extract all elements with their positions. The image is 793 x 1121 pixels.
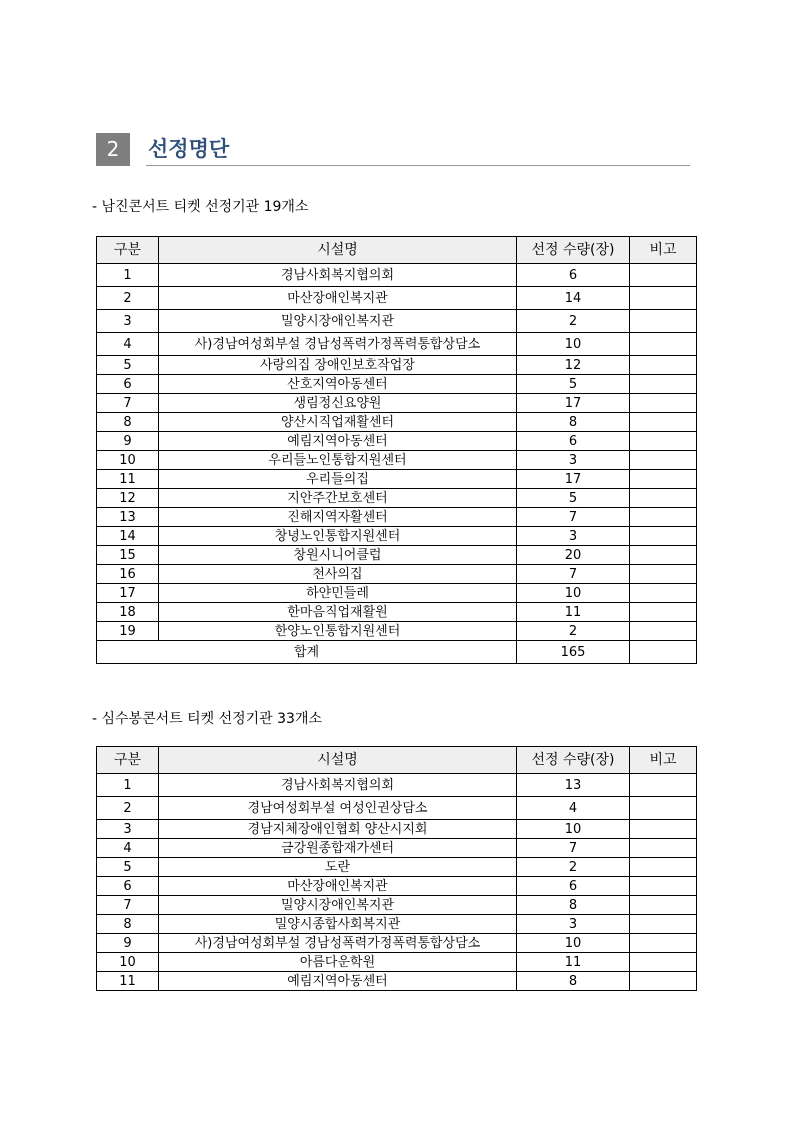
table-row	[97, 774, 697, 797]
cell-name: 사랑의집 장애인보호작업장	[159, 356, 517, 375]
table-row	[97, 508, 697, 527]
table-row	[97, 584, 697, 603]
total-label: 합계	[97, 641, 517, 664]
section-title: 선정명단	[148, 137, 230, 161]
table-row	[97, 527, 697, 546]
table-row	[97, 565, 697, 584]
cell-name: 밀양시장애인복지관	[159, 310, 517, 333]
cell-name: 경남사회복지협의회	[159, 264, 517, 287]
cell-note	[630, 839, 697, 858]
cell-note	[630, 394, 697, 413]
cell-note	[630, 508, 697, 527]
cell-name: 경남여성회부설 여성인권상담소	[159, 797, 517, 820]
cell-note	[630, 584, 697, 603]
cell-note	[630, 489, 697, 508]
cell-qty: 2	[517, 310, 630, 333]
table-row	[97, 432, 697, 451]
cell-name: 산호지역아동센터	[159, 375, 517, 394]
cell-no: 14	[97, 527, 159, 546]
cell-qty: 17	[517, 394, 630, 413]
cell-qty: 17	[517, 470, 630, 489]
table-row	[97, 413, 697, 432]
cell-no: 19	[97, 622, 159, 641]
cell-no: 8	[97, 413, 159, 432]
cell-note	[630, 546, 697, 565]
cell-name: 밀양시종합사회복지관	[159, 915, 517, 934]
cell-no: 7	[97, 896, 159, 915]
cell-no: 8	[97, 915, 159, 934]
cell-qty: 11	[517, 953, 630, 972]
cell-qty: 6	[517, 432, 630, 451]
cell-note	[630, 877, 697, 896]
cell-note	[630, 432, 697, 451]
table-row	[97, 264, 697, 287]
col-header-name: 시설명	[159, 747, 517, 774]
table-row	[97, 287, 697, 310]
cell-name: 아름다운학원	[159, 953, 517, 972]
cell-note	[630, 527, 697, 546]
col-header-name: 시설명	[159, 237, 517, 264]
cell-name: 예림지역아동센터	[159, 972, 517, 991]
table-row	[97, 820, 697, 839]
cell-name: 사)경남여성회부설 경남성폭력가정폭력통합상담소	[159, 333, 517, 356]
cell-no: 4	[97, 333, 159, 356]
cell-name: 밀양시장애인복지관	[159, 896, 517, 915]
cell-qty: 10	[517, 820, 630, 839]
cell-qty: 5	[517, 489, 630, 508]
cell-no: 5	[97, 356, 159, 375]
cell-qty: 10	[517, 934, 630, 953]
cell-no: 9	[97, 432, 159, 451]
section-number: 2	[96, 133, 130, 166]
cell-no: 5	[97, 858, 159, 877]
cell-no: 16	[97, 565, 159, 584]
cell-note	[630, 470, 697, 489]
total-row	[97, 641, 697, 664]
cell-no: 17	[97, 584, 159, 603]
cell-no: 18	[97, 603, 159, 622]
cell-no: 9	[97, 934, 159, 953]
cell-note	[630, 797, 697, 820]
cell-qty: 20	[517, 546, 630, 565]
table-row	[97, 972, 697, 991]
cell-no: 11	[97, 470, 159, 489]
cell-note	[630, 287, 697, 310]
cell-no: 6	[97, 877, 159, 896]
cell-qty: 12	[517, 356, 630, 375]
table-row	[97, 310, 697, 333]
cell-qty: 2	[517, 622, 630, 641]
table2	[96, 746, 697, 991]
cell-note	[630, 333, 697, 356]
cell-name: 생림정신요양원	[159, 394, 517, 413]
cell-no: 4	[97, 839, 159, 858]
cell-name: 양산시직업재활센터	[159, 413, 517, 432]
cell-name: 한양노인통합지원센터	[159, 622, 517, 641]
table-row	[97, 451, 697, 470]
cell-note	[630, 451, 697, 470]
cell-note	[630, 264, 697, 287]
cell-note	[630, 896, 697, 915]
table-row	[97, 489, 697, 508]
cell-note	[630, 622, 697, 641]
cell-qty: 7	[517, 565, 630, 584]
table-row	[97, 896, 697, 915]
table-row	[97, 375, 697, 394]
cell-note	[630, 858, 697, 877]
cell-name: 우리들의집	[159, 470, 517, 489]
cell-note	[630, 953, 697, 972]
cell-no: 3	[97, 820, 159, 839]
cell-name: 도란	[159, 858, 517, 877]
cell-name: 사)경남여성회부설 경남성폭력가정폭력통합상담소	[159, 934, 517, 953]
cell-name: 금강원종합재가센터	[159, 839, 517, 858]
cell-no: 2	[97, 287, 159, 310]
cell-qty: 11	[517, 603, 630, 622]
table2-subtitle: - 심수봉콘서트 티켓 선정기관 33개소	[92, 711, 323, 727]
table-row	[97, 546, 697, 565]
table-row	[97, 356, 697, 375]
cell-no: 10	[97, 451, 159, 470]
col-header-qty: 선정 수량(장)	[517, 747, 630, 774]
table1-subtitle: - 남진콘서트 티켓 선정기관 19개소	[92, 199, 309, 215]
cell-name: 경남사회복지협의회	[159, 774, 517, 797]
cell-no: 10	[97, 953, 159, 972]
cell-name: 창녕노인통합지원센터	[159, 527, 517, 546]
cell-note	[630, 915, 697, 934]
cell-name: 마산장애인복지관	[159, 877, 517, 896]
table-row	[97, 797, 697, 820]
cell-qty: 7	[517, 839, 630, 858]
cell-note	[630, 310, 697, 333]
cell-no: 1	[97, 264, 159, 287]
table1	[96, 236, 697, 664]
col-header-no: 구분	[97, 237, 159, 264]
table-row	[97, 934, 697, 953]
cell-name: 마산장애인복지관	[159, 287, 517, 310]
cell-qty: 4	[517, 797, 630, 820]
cell-note	[630, 641, 697, 664]
cell-note	[630, 356, 697, 375]
cell-no: 1	[97, 774, 159, 797]
col-header-note: 비고	[630, 237, 697, 264]
table-row	[97, 470, 697, 489]
cell-qty: 7	[517, 508, 630, 527]
cell-qty: 13	[517, 774, 630, 797]
cell-no: 12	[97, 489, 159, 508]
cell-name: 창원시니어클럽	[159, 546, 517, 565]
cell-no: 3	[97, 310, 159, 333]
cell-qty: 3	[517, 527, 630, 546]
cell-note	[630, 774, 697, 797]
cell-name: 우리들노인통합지원센터	[159, 451, 517, 470]
cell-note	[630, 375, 697, 394]
section-rule	[146, 165, 690, 166]
cell-no: 15	[97, 546, 159, 565]
cell-name: 지안주간보호센터	[159, 489, 517, 508]
table-row	[97, 622, 697, 641]
cell-qty: 6	[517, 264, 630, 287]
table-row	[97, 603, 697, 622]
cell-no: 6	[97, 375, 159, 394]
section-header	[96, 133, 690, 167]
total-qty: 165	[517, 641, 630, 664]
cell-qty: 5	[517, 375, 630, 394]
cell-qty: 10	[517, 333, 630, 356]
cell-name: 하얀민들레	[159, 584, 517, 603]
cell-note	[630, 603, 697, 622]
cell-qty: 3	[517, 451, 630, 470]
cell-qty: 8	[517, 896, 630, 915]
cell-name: 예림지역아동센터	[159, 432, 517, 451]
cell-qty: 3	[517, 915, 630, 934]
cell-qty: 14	[517, 287, 630, 310]
cell-qty: 6	[517, 877, 630, 896]
cell-name: 한마음직업재활원	[159, 603, 517, 622]
col-header-no: 구분	[97, 747, 159, 774]
cell-note	[630, 820, 697, 839]
col-header-note: 비고	[630, 747, 697, 774]
cell-name: 천사의집	[159, 565, 517, 584]
cell-note	[630, 934, 697, 953]
cell-qty: 8	[517, 972, 630, 991]
table-row	[97, 953, 697, 972]
cell-no: 7	[97, 394, 159, 413]
cell-note	[630, 972, 697, 991]
table-row	[97, 333, 697, 356]
cell-no: 13	[97, 508, 159, 527]
cell-qty: 8	[517, 413, 630, 432]
table-row	[97, 394, 697, 413]
table-row	[97, 839, 697, 858]
cell-no: 2	[97, 797, 159, 820]
cell-no: 11	[97, 972, 159, 991]
table-row	[97, 915, 697, 934]
cell-qty: 2	[517, 858, 630, 877]
table-row	[97, 877, 697, 896]
cell-note	[630, 565, 697, 584]
cell-note	[630, 413, 697, 432]
col-header-qty: 선정 수량(장)	[517, 237, 630, 264]
cell-name: 진해지역자활센터	[159, 508, 517, 527]
table-row	[97, 858, 697, 877]
cell-qty: 10	[517, 584, 630, 603]
cell-name: 경남지체장애인협회 양산시지회	[159, 820, 517, 839]
